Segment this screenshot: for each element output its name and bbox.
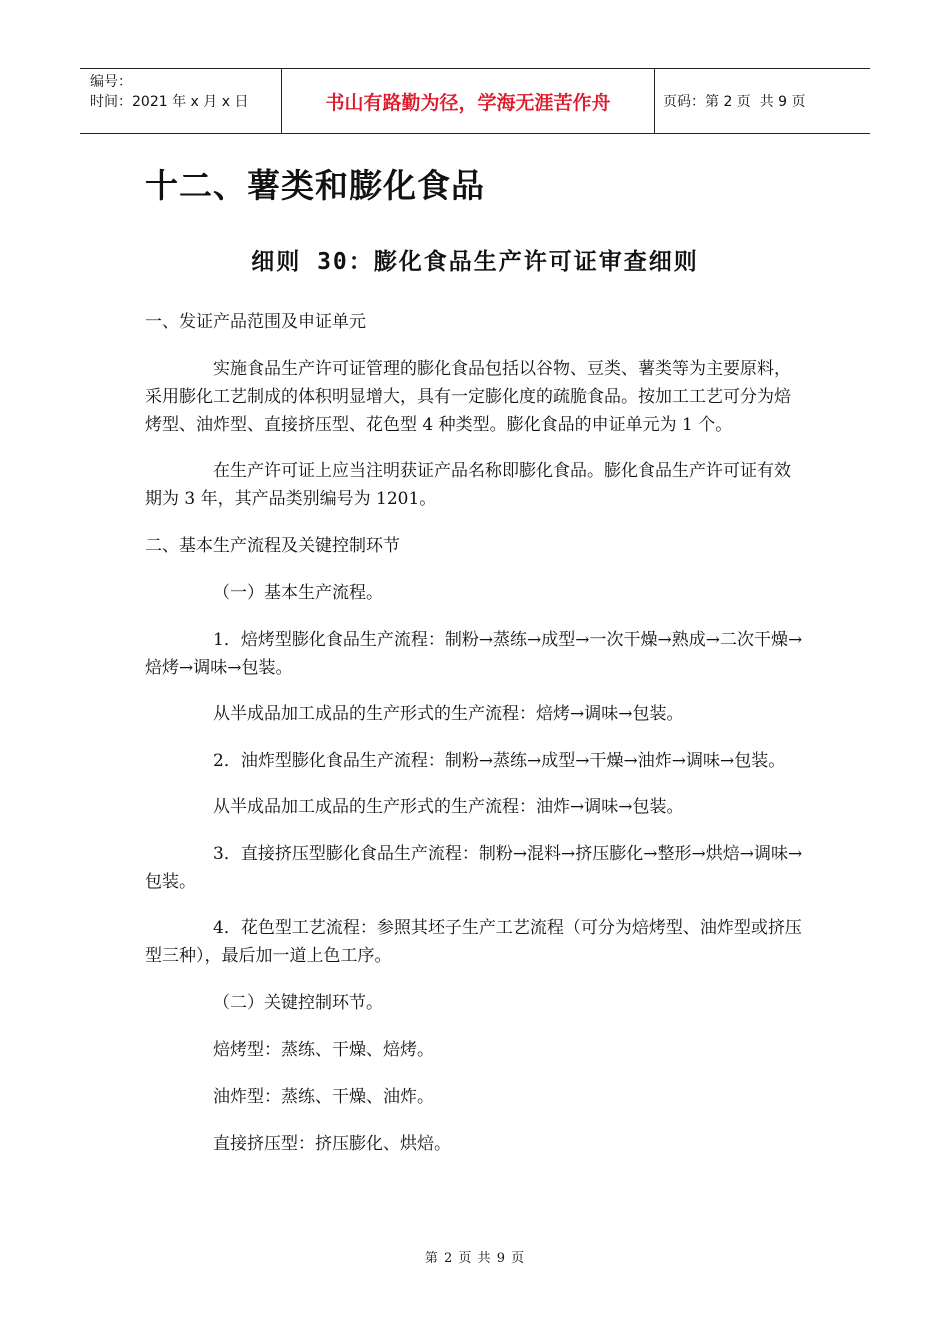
key-control-fried: 油炸型：蒸练、干燥、油炸。 (213, 1087, 434, 1107)
paragraph-scope: 实施食品生产许可证管理的膨化食品包括以谷物、豆类、薯类等为主要原料，采用膨化工艺制成的体积明显增大，具有一定膨化度的疏脆食品。按加工工艺可分为焙烤型、油炸型、直接挤压型、花色型 4 种类型。膨化食品的申证单元为 1 个。 (145, 359, 791, 435)
flow-baked-semi: 从半成品加工成品的生产形式的生产流程：焙烤→调味→包装。 (213, 704, 684, 724)
flow-fried: 2．油炸型膨化食品生产流程：制粉→蒸练→成型→干燥→油炸→调味→包装。 (213, 751, 786, 771)
section-heading-2: 二、基本生产流程及关键控制环节 (145, 536, 400, 556)
chapter-title: 十二、薯类和膨化食品 (145, 166, 485, 205)
page-footer: 第 2 页 共 9 页 (424, 1251, 526, 1266)
key-control-extruded: 直接挤压型：挤压膨化、烘焙。 (213, 1134, 451, 1154)
subsection-heading-1: （一）基本生产流程。 (213, 583, 383, 603)
header-page-info (655, 69, 870, 133)
flow-fancy: 4．花色型工艺流程：参照其坯子生产工艺流程（可分为焙烤型、油炸型或挤压型三种），最后加一道上色工序。 (145, 918, 802, 966)
flow-fried-semi: 从半成品加工成品的生产形式的生产流程：油炸→调味→包装。 (213, 797, 684, 817)
number-label: 编号： (90, 74, 132, 90)
key-control-baked: 焙烤型：蒸练、干燥、焙烤。 (213, 1040, 434, 1060)
document-subtitle: 细则 30：膨化食品生产许可证审查细则 (251, 249, 699, 275)
paragraph-license: 在生产许可证上应当注明获证产品名称即膨化食品。膨化食品生产许可证有效期为 3 年，其产品类别编号为 1201。 (145, 461, 791, 509)
section-heading-1: 一、发证产品范围及申证单元 (145, 312, 366, 332)
document-body (145, 308, 805, 1158)
page-label: 页码：第 2 页 共 9 页 (663, 94, 806, 110)
document-header (80, 68, 870, 134)
subsection-heading-2: （二）关键控制环节。 (213, 993, 383, 1013)
flow-extruded: 3．直接挤压型膨化食品生产流程：制粉→混料→挤压膨化→整形→烘焙→调味→包装。 (145, 844, 803, 892)
header-meta (80, 69, 281, 133)
time-label: 时间：2021 年 x 月 x 日 (90, 94, 249, 110)
header-motto: 书山有路勤为径，学海无涯苦作舟 (281, 69, 655, 133)
flow-baked: 1．焙烤型膨化食品生产流程：制粉→蒸练→成型→一次干燥→熟成→二次干燥→焙烤→调味→包装。 (145, 630, 803, 678)
